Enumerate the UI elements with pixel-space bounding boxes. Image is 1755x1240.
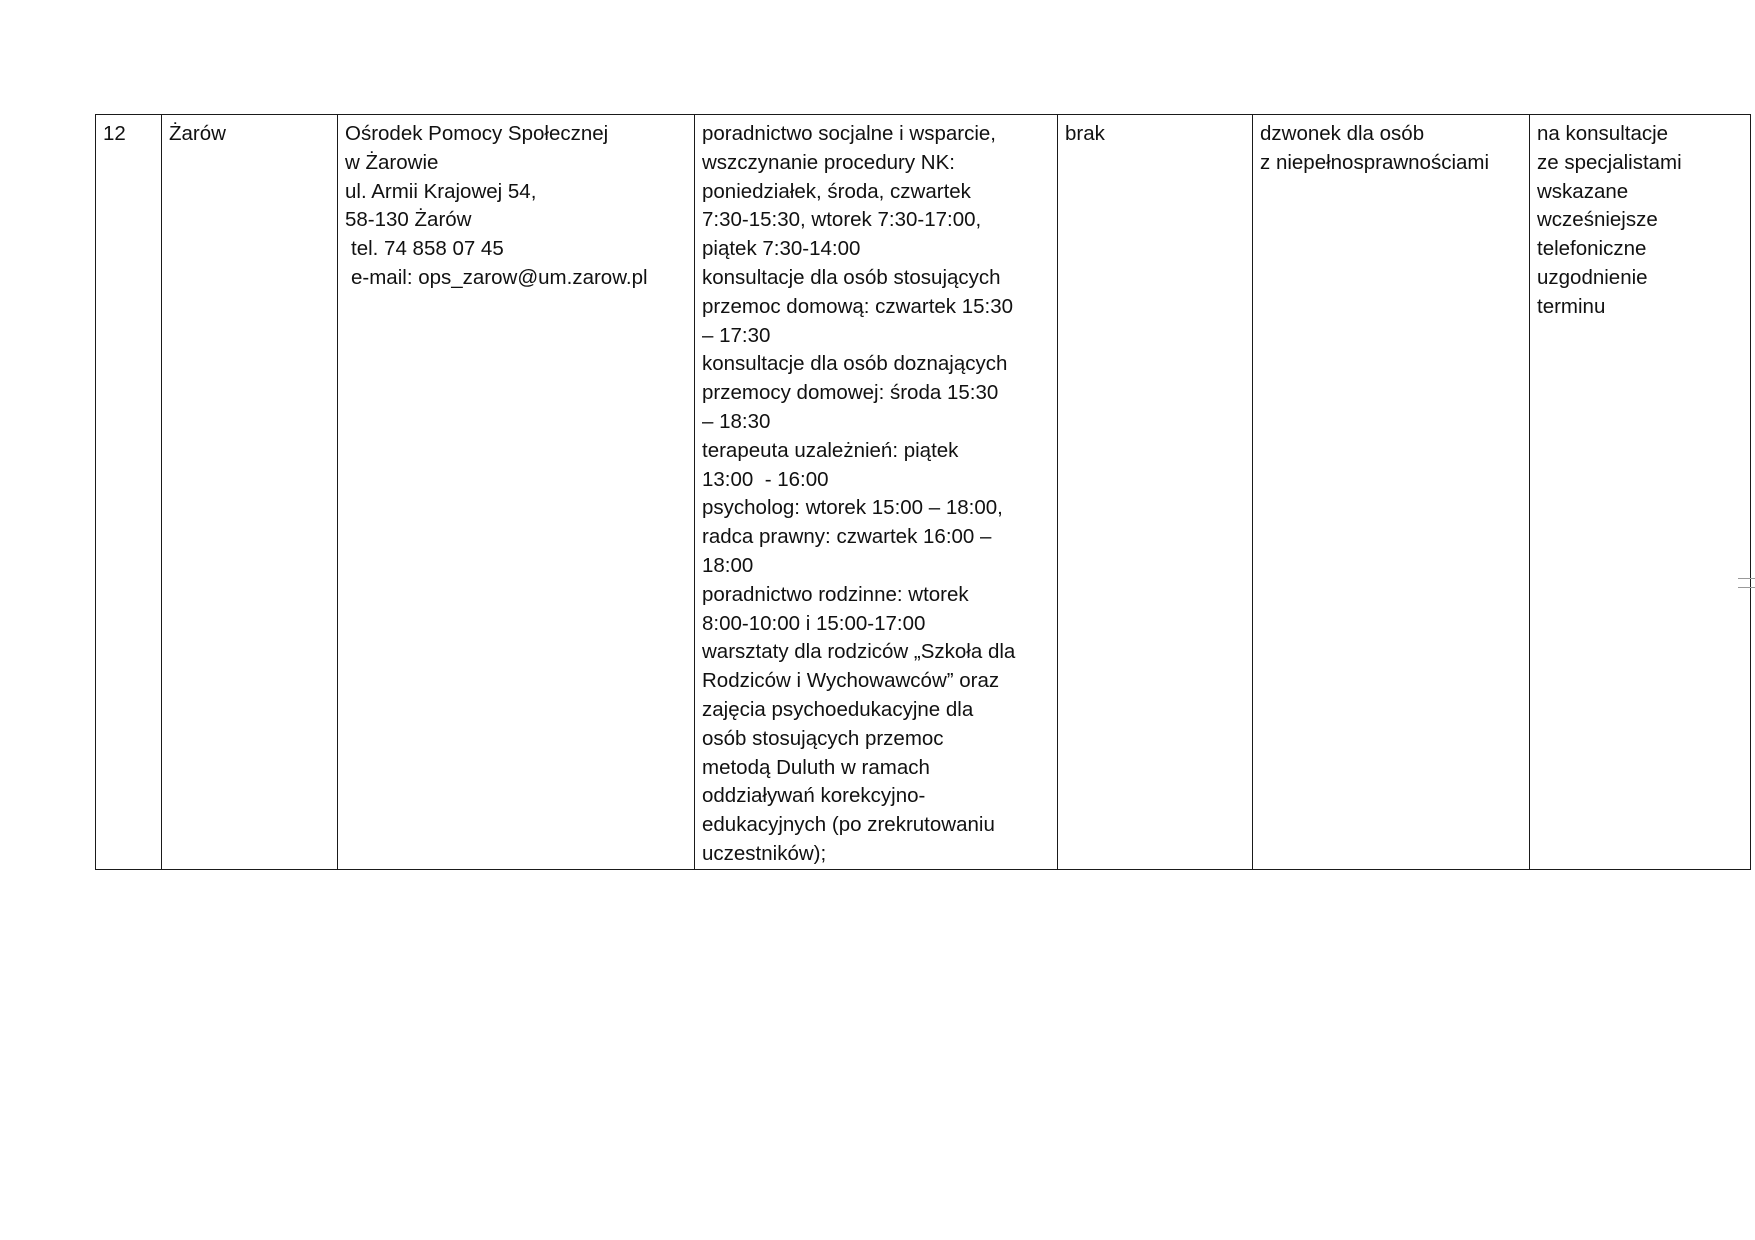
services-line: poradnictwo socjalne i wsparcie, [702,122,996,145]
notes-line: wskazane [1537,179,1629,203]
institution-street: ul. Armii Krajowej 54, [345,179,537,203]
table-row [96,115,1751,870]
city-name: Żarów [169,122,226,145]
notes-line: wcześniejsze [1537,208,1658,232]
services-line: psycholog: wtorek 15:00 – 18:00, [702,496,1003,520]
services-line: oddziaływań korekcyjno- [702,784,926,808]
services-line: konsultacje dla osób stosujących [702,265,1001,289]
notes-cell [1530,115,1751,870]
institution-name: Ośrodek Pomocy Społecznej [345,122,609,145]
row-number: 12 [103,122,126,145]
services-line: piątek 7:30-14:00 [702,237,861,261]
services-line: 18:00 [702,553,754,577]
services-line: uczestników); [702,841,827,865]
institution-table [95,114,1751,870]
services-line: radca prawny: czwartek 16:00 – [702,525,992,549]
services-line: edukacyjnych (po zrekrutowaniu [702,813,995,837]
services-line: przemocy domowej: środa 15:30 [702,381,999,405]
notes-line: uzgodnienie [1537,265,1648,289]
services-line: metodą Duluth w ramach [702,755,930,779]
services-line: 13:00 - 16:00 [702,467,829,491]
accessibility-cell [1253,115,1530,870]
services-line: Rodziców i Wychowawców” oraz [702,669,1000,693]
services-cell [695,115,1058,870]
city-cell [162,115,338,870]
services-line: – 18:30 [702,409,771,433]
institution-cell [338,115,695,870]
accessibility-line: z niepełnosprawnościami [1260,150,1490,174]
services-line: przemoc domową: czwartek 15:30 [702,294,1014,318]
notes-line: na konsultacje [1537,122,1669,145]
institution-postal: 58-130 Żarów [345,208,472,232]
services-line: – 17:30 [702,323,771,347]
row-number-cell [96,115,162,870]
services-line: terapeuta uzależnień: piątek [702,438,959,462]
facilities-value: brak [1065,122,1105,145]
scan-edge-mark [1738,578,1755,588]
services-line: poradnictwo rodzinne: wtorek [702,582,969,606]
accessibility-line: dzwonek dla osób [1260,122,1425,145]
institution-email: e-mail: ops_zarow@um.zarow.pl [351,265,648,289]
services-line: zajęcia psychoedukacyjne dla [702,697,974,721]
services-line: poniedziałek, środa, czwartek [702,179,971,203]
facilities-cell [1058,115,1253,870]
institution-phone: tel. 74 858 07 45 [351,237,504,261]
services-line: osób stosujących przemoc [702,726,944,750]
services-line: konsultacje dla osób doznających [702,352,1008,376]
services-line: 7:30-15:30, wtorek 7:30-17:00, [702,208,982,232]
notes-line: telefoniczne [1537,237,1647,261]
services-line: warsztaty dla rodziców „Szkoła dla [702,640,1016,664]
services-line: wszczynanie procedury NK: [702,150,955,174]
services-line: 8:00-10:00 i 15:00-17:00 [702,611,926,635]
notes-line: terminu [1537,294,1606,318]
notes-line: ze specjalistami [1537,150,1682,174]
institution-name-cont: w Żarowie [345,150,439,174]
